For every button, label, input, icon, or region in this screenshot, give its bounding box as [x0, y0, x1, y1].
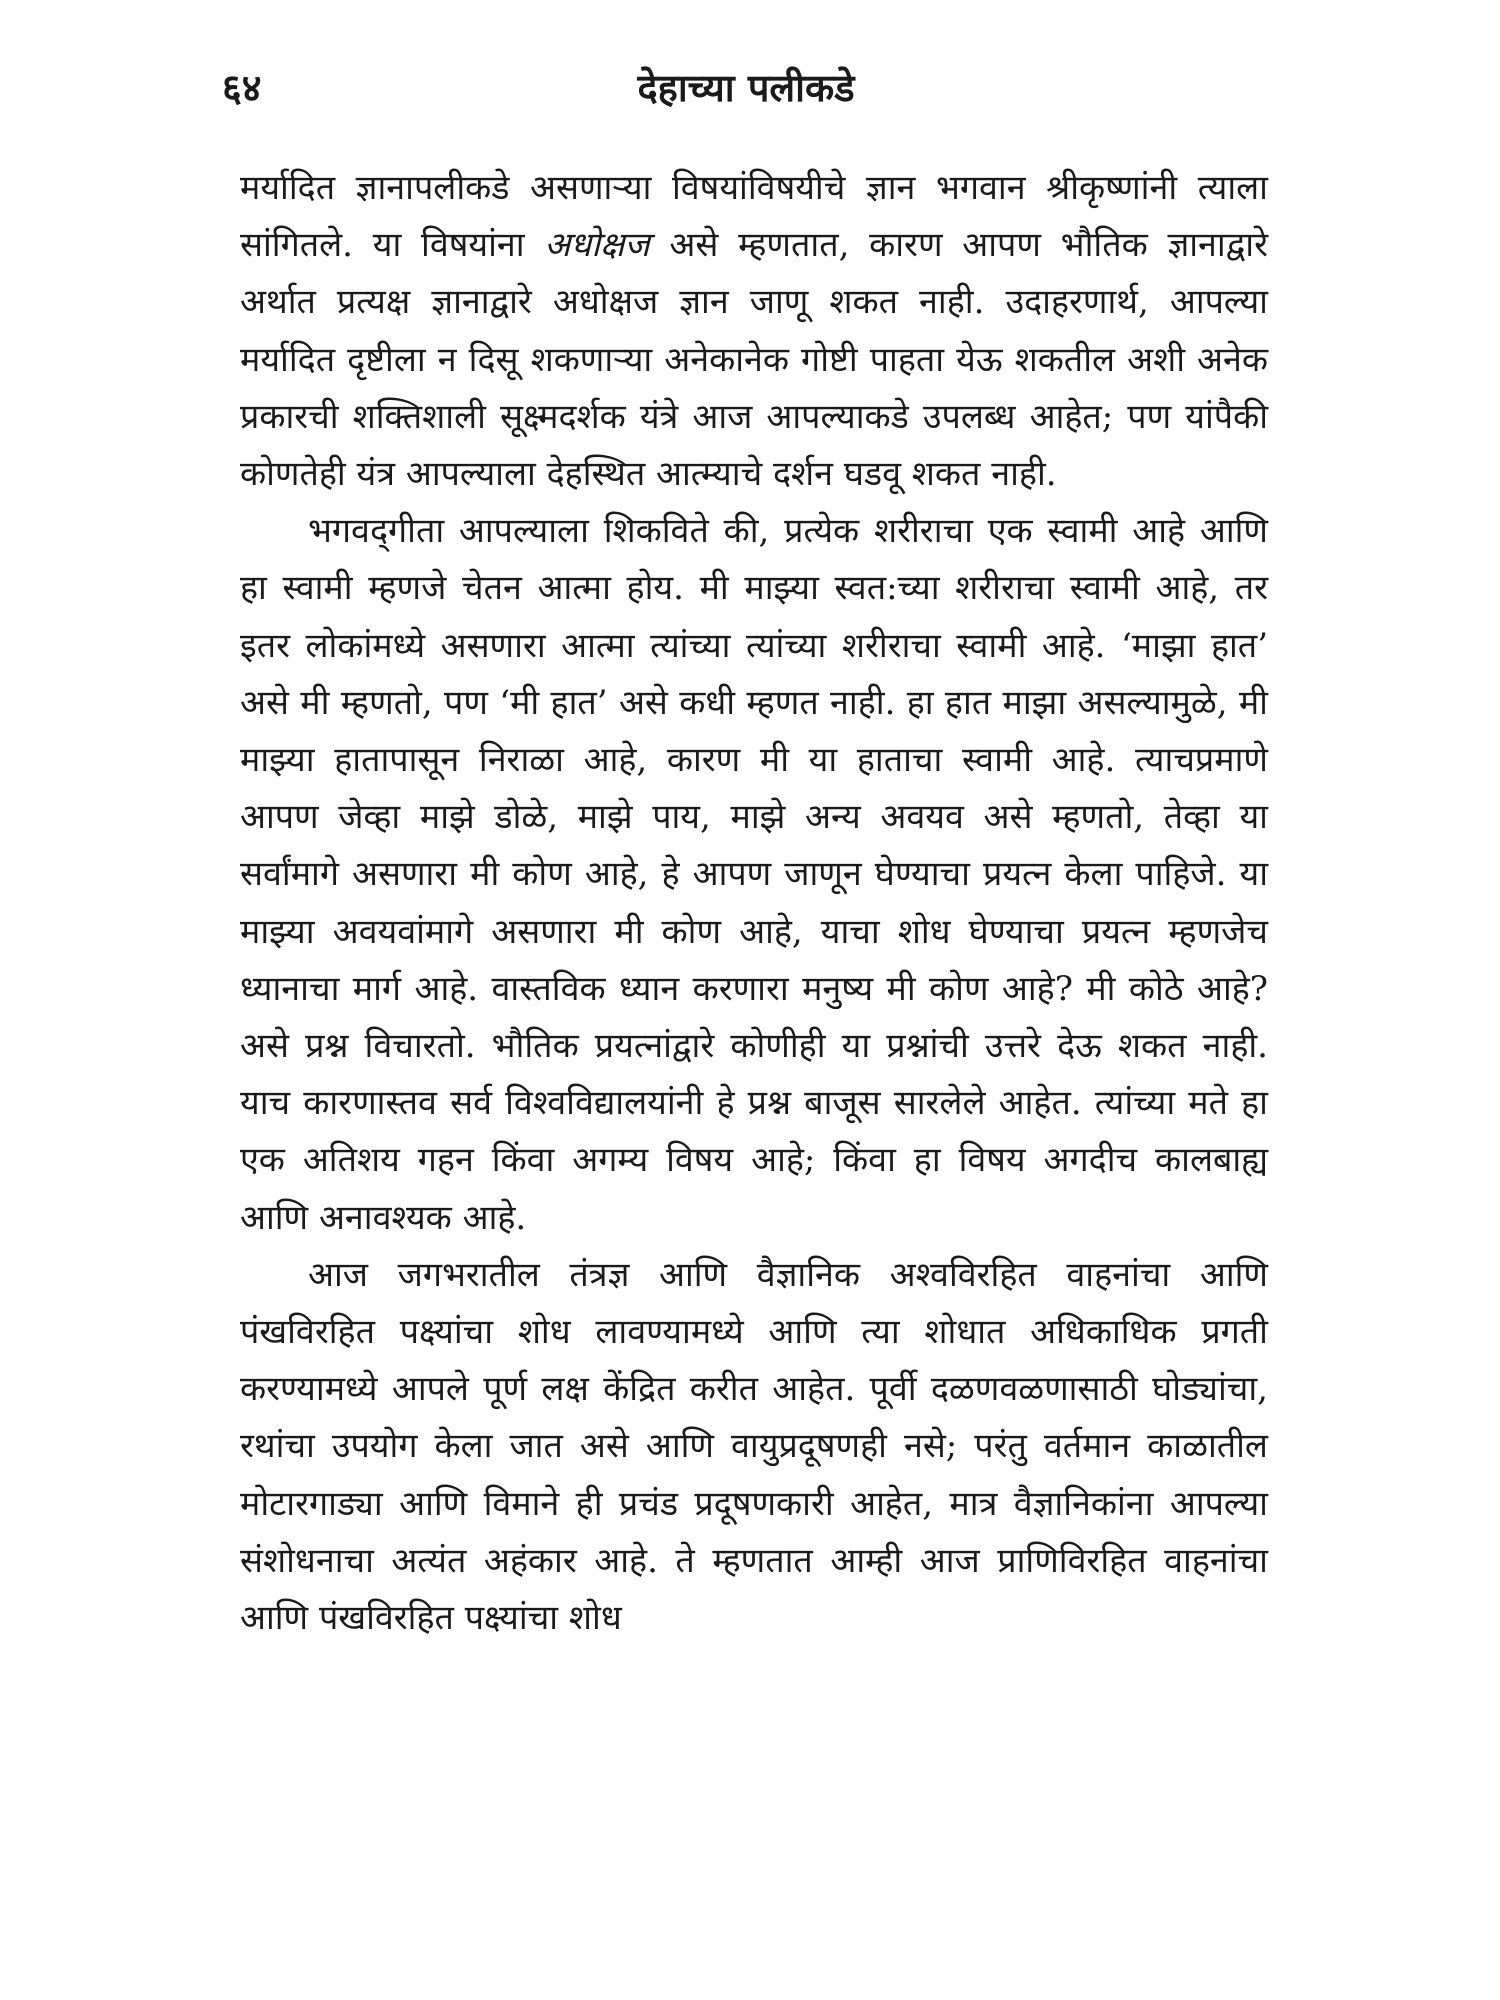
body-text: [240, 160, 1268, 1647]
paragraph-1: [240, 160, 1268, 503]
running-title: देहाच्या पलीकडे: [637, 65, 855, 110]
italic-term: अधोक्षज: [544, 225, 650, 266]
paragraph-3: आज जगभरातील तंत्रज्ञ आणि वैज्ञानिक अश्वविरहित वाहनांचा आणि पंखविरहित पक्ष्यांचा शोध लावण्यामध्ये आणि त्या शोधात अधिकाधिक प्रगती करण्यामध्ये आपले पूर्ण लक्ष केंद्रित करीत आहेत. पूर्वी दळणवळणासाठी घोड्यांचा, रथांचा उपयोग केला जात असे आणि वायुप्रदूषणही नसे; परंतु वर्तमान काळातील मोटारगाड्या आणि विमाने ही प्रचंड प्रदूषणकारी आहेत, मात्र वैज्ञानिकांना आपल्या संशोधनाचा अत्यंत अहंकार आहे. ते म्हणतात आम्ही आज प्राणिविरहित वाहनांचा आणि पंखविरहित पक्ष्यांचा शोध: [240, 1254, 1268, 1639]
page-header: [222, 58, 1270, 118]
paragraph-2: भगवद्‌गीता आपल्याला शिकविते की, प्रत्येक शरीराचा एक स्वामी आहे आणि हा स्वामी म्हणजे चेतन आत्मा होय. मी माझ्या स्वत:च्या शरीराचा स्वामी आहे, तर इतर लोकांमध्ये असणारा आत्मा त्यांच्या त्यांच्या शरीराचा स्वामी आहे. ‘माझा हात’ असे मी म्हणतो, पण ‘मी हात’ असे कधी म्हणत नाही. हा हात माझा असल्यामुळे, मी माझ्या हातापासून निराळा आहे, कारण मी या हाताचा स्वामी आहे. त्याचप्रमाणे आपण जेव्हा माझे डोळे, माझे पाय, माझे अन्य अवयव असे म्हणतो, तेव्हा या सर्वांमागे असणारा मी कोण आहे, हे आपण जाणून घेण्याचा प्रयत्न केला पाहिजे. या माझ्या अवयवांमागे असणारा मी कोण आहे, याचा शोध घेण्याचा प्रयत्न म्हणजेच ध्यानाचा मार्ग आहे. वास्तविक ध्यान करणारा मनुष्य मी कोण आहे? मी कोठे आहे? असे प्रश्न विचारतो. भौतिक प्रयत्नांद्वारे कोणीही या प्रश्नांची उत्तरे देऊ शकत नाही. याच कारणास्तव सर्व विश्वविद्यालयांनी हे प्रश्न बाजूस सारलेले आहेत. त्यांच्या मते हा एक अतिशय गहन किंवा अगम्य विषय आहे; किंवा हा विषय अगदीच कालबाह्य आणि अनावश्यक आहे.: [240, 511, 1268, 1238]
paragraph-1-text-after: असे म्हणतात, कारण आपण भौतिक ज्ञानाद्वारे अर्थात प्रत्यक्ष ज्ञानाद्वारे अधोक्षज ज्ञान जाणू शकत नाही. उदाहरणार्थ, आपल्या मर्यादित दृष्टीला न दिसू शकणाऱ्या अनेकानेक गोष्टी पाहता येऊ शकतील अशी अनेक प्रकारची शक्तिशाली सूक्ष्मदर्शक यंत्रे आज आपल्याकडे उपलब्ध आहेत; पण यांपैकी कोणतेही यंत्र आपल्याला देहस्थित आत्म्याचे दर्शन घडवू शकत नाही.: [240, 225, 1268, 495]
paragraph-1-text-before: मर्यादित ज्ञानापलीकडे असणाऱ्या विषयांविषयीचे ज्ञान भगवान श्रीकृष्णांनी त्याला सांगितले. या विषयांना: [240, 168, 1268, 266]
page-number: ६४: [222, 65, 262, 110]
